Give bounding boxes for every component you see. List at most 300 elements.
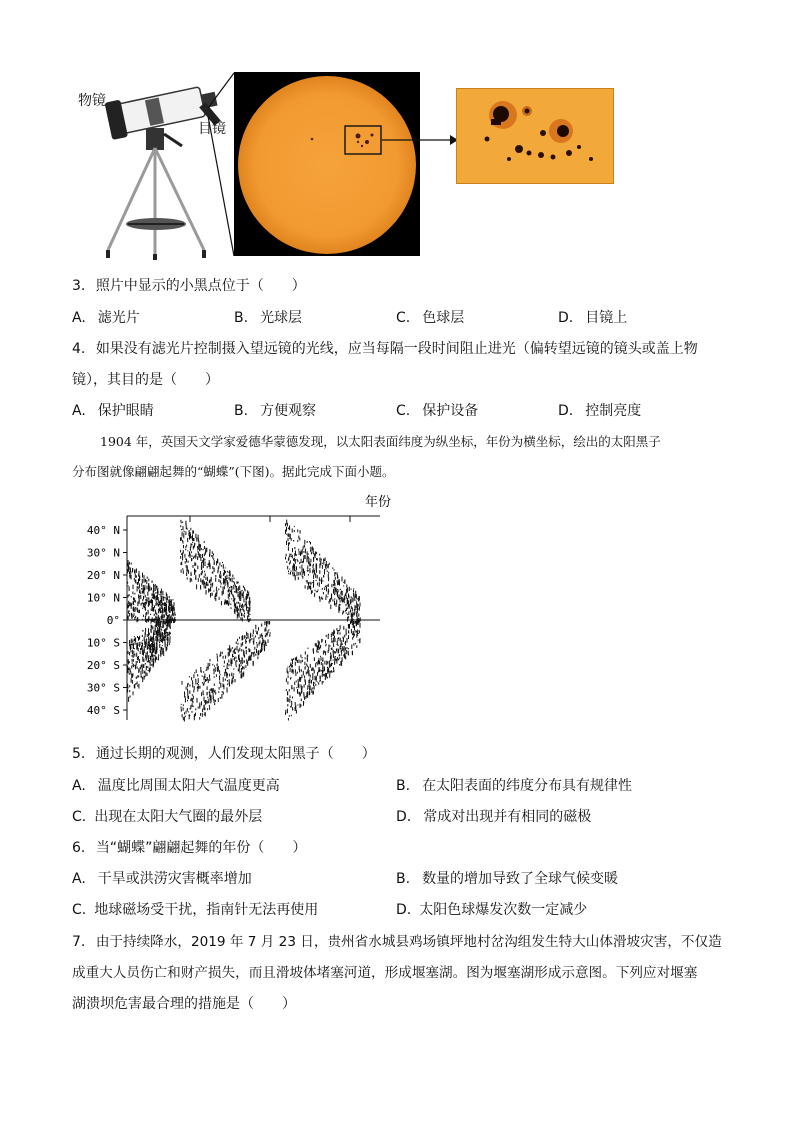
sunspot-mark — [262, 635, 263, 637]
sunspot-mark — [347, 617, 348, 622]
sunspot-mark — [148, 605, 149, 607]
sunspot-mark — [321, 657, 322, 661]
sunspot-mark — [262, 648, 263, 649]
sunspot-mark — [188, 711, 189, 712]
sunspot-mark — [300, 572, 301, 576]
sunspot-mark — [190, 534, 191, 539]
sunspot-mark — [337, 572, 338, 575]
sunspot-mark — [199, 717, 200, 720]
sunspot-mark — [355, 595, 356, 598]
sunspot-mark — [316, 580, 317, 581]
sunspot-mark — [250, 601, 251, 603]
sunspot-mark — [309, 691, 310, 696]
sunspot-mark — [255, 636, 256, 638]
sunspot-mark — [323, 674, 324, 676]
sunspot-mark — [300, 655, 301, 658]
sunspot-mark — [149, 601, 150, 606]
sunspot-mark — [145, 632, 146, 634]
sunspot-mark — [344, 654, 345, 659]
sunspot-mark — [198, 545, 199, 550]
sunspot-mark — [145, 663, 146, 665]
sunspot-mark — [319, 647, 320, 650]
sunspot-mark — [136, 575, 137, 577]
sunspot-mark — [331, 640, 332, 642]
sunspot-mark — [322, 681, 323, 685]
sunspot-mark — [227, 585, 228, 588]
sunspot-mark — [133, 607, 134, 611]
sunspot-mark — [310, 547, 311, 552]
sunspot-mark — [321, 670, 322, 672]
sunspot-mark — [295, 702, 296, 706]
sunspot-mark — [308, 670, 309, 675]
sunspot-mark — [292, 572, 293, 575]
sunspot-mark — [328, 650, 329, 653]
sunspot-mark — [200, 585, 201, 590]
sunspot-mark — [143, 596, 144, 600]
sunspot-mark — [169, 632, 170, 634]
sunspot-mark — [141, 671, 142, 675]
sunspot-mark — [182, 557, 183, 561]
sunspot-mark — [338, 590, 339, 593]
sunspot-mark — [182, 568, 183, 570]
sunspot-mark — [197, 566, 198, 570]
sunspot-mark — [150, 648, 151, 653]
sunspot-mark — [166, 625, 167, 626]
sunspot-mark — [145, 599, 146, 601]
sunspot-mark — [153, 595, 154, 599]
sunspot-mark — [297, 689, 298, 694]
sunspot-mark — [144, 579, 145, 583]
sunspot-mark — [187, 571, 188, 572]
sunspot-mark — [287, 667, 288, 668]
sunspot-mark — [245, 589, 246, 591]
sunspot-mark — [219, 670, 220, 674]
sunspot-mark — [244, 613, 245, 615]
sunspot-mark — [292, 659, 293, 664]
sunspot-mark — [136, 643, 137, 647]
sunspot-mark — [352, 651, 353, 653]
sunspot-mark — [227, 680, 228, 681]
sunspot-mark — [189, 551, 190, 555]
sunspot-mark — [232, 660, 233, 664]
sunspot-mark — [140, 595, 141, 599]
sunspot-mark — [234, 653, 235, 654]
sunspot-mark — [145, 628, 146, 632]
sunspot-mark — [360, 617, 361, 621]
sunspot-mark — [218, 667, 219, 671]
sunspot-mark — [305, 667, 306, 669]
sunspot-mark — [141, 675, 142, 677]
sunspot-mark — [301, 691, 302, 694]
sunspot-mark — [142, 657, 143, 658]
sunspot-mark — [136, 653, 137, 657]
sunspot-mark — [312, 691, 313, 695]
sunspot-mark — [139, 596, 140, 598]
sunspot-mark — [319, 579, 320, 581]
sunspot-mark — [233, 656, 234, 657]
q6-option-c: C. 地球磁场受干扰，指南针无法再使用 — [72, 902, 319, 918]
sunspot-mark — [332, 632, 333, 636]
sunspot-mark — [244, 604, 245, 607]
sunspot-mark — [137, 682, 138, 685]
sunspot-mark — [256, 649, 257, 653]
sunspot-mark — [159, 621, 160, 623]
sunspot-mark — [234, 599, 235, 603]
sunspot-mark — [246, 597, 247, 600]
sunspot-mark — [161, 589, 162, 593]
sunspot-mark — [189, 684, 190, 686]
q6-option-d: D. 太阳色球爆发次数一定减少 — [396, 902, 588, 918]
sunspot-mark — [321, 639, 322, 643]
sunspot-mark — [160, 655, 161, 657]
sunspot-mark — [322, 563, 323, 564]
sunspot-mark — [235, 657, 236, 659]
sunspot-mark — [325, 597, 326, 600]
sunspot-mark — [208, 584, 209, 586]
sunspot-mark — [312, 570, 313, 574]
sunspot-mark — [195, 534, 196, 539]
sunspot-mark — [329, 665, 330, 668]
sunspot-mark — [329, 599, 330, 601]
sunspot-mark — [299, 692, 300, 695]
sunspot-mark — [298, 577, 299, 580]
sunspot-mark — [213, 591, 214, 592]
sunspot-mark — [155, 610, 156, 615]
sunspot-mark — [292, 697, 293, 699]
sunspot-mark — [333, 589, 334, 594]
sunspot-mark — [295, 662, 296, 666]
sunspot-mark — [288, 573, 289, 575]
sunspot-mark — [222, 562, 223, 563]
sunspot-mark — [204, 712, 205, 714]
sunspot-mark — [212, 583, 213, 587]
sunspot-mark — [208, 663, 209, 668]
sunspot-mark — [289, 554, 290, 557]
sunspot-mark — [227, 673, 228, 676]
sunspot-mark — [355, 591, 356, 595]
sunspot-mark — [318, 670, 319, 672]
sunspot-mark — [295, 669, 296, 672]
sunspot-mark — [307, 551, 308, 554]
sunspot-mark — [142, 640, 143, 641]
sunspot-mark — [139, 659, 140, 663]
sunspot-mark — [133, 616, 134, 617]
sunspot-mark — [152, 626, 153, 629]
sunspot-mark — [214, 665, 215, 666]
sunspot-mark — [208, 679, 209, 683]
sunspot-mark — [344, 635, 345, 638]
sunspot-mark — [158, 626, 159, 628]
sunspot-mark — [153, 619, 154, 622]
sunspot-mark — [231, 679, 232, 684]
sunspot-mark — [312, 677, 313, 680]
sunspot-mark — [226, 601, 227, 604]
sunspot-mark — [224, 666, 225, 668]
sunspot-mark — [238, 586, 239, 590]
question-number: 4. — [72, 341, 86, 357]
sunspot-mark — [324, 668, 325, 672]
sunspot-mark — [242, 642, 243, 646]
sunspot-mark — [356, 645, 357, 648]
question-7-stem-line3: 湖溃坝危害最合理的措施是（ ） — [72, 996, 296, 1012]
sunspot-mark — [306, 672, 307, 675]
sunspot-mark — [229, 577, 230, 580]
sunspot-mark — [289, 526, 290, 530]
sunspot-mark — [333, 667, 334, 669]
sunspot-mark — [250, 634, 251, 638]
sunspot-mark — [310, 585, 311, 589]
sunspot-mark — [146, 613, 147, 616]
sunspot-mark — [198, 678, 199, 683]
sunspot-mark — [140, 667, 141, 669]
sunspot-mark — [150, 614, 151, 615]
sunspot-mark — [313, 668, 314, 671]
sunspot-mark — [233, 650, 234, 652]
sunspot-mark — [188, 570, 189, 572]
sunspot-mark — [307, 554, 308, 558]
sunspot-mark — [295, 673, 296, 676]
sunspot-mark — [308, 558, 309, 560]
sunspot-mark — [234, 582, 235, 585]
sunspot-mark — [223, 677, 224, 682]
sunspot-mark — [308, 574, 309, 576]
sunspot-mark — [289, 715, 290, 717]
sunspot-mark — [239, 637, 240, 639]
sunspot-mark — [229, 653, 230, 655]
sunspot-mark — [189, 676, 190, 677]
sunspot-mark — [146, 601, 147, 602]
sunspot-mark — [206, 548, 207, 552]
sunspot-mark — [314, 670, 315, 674]
sunspot-mark — [204, 553, 205, 556]
sunspot-mark — [158, 609, 159, 610]
sunspot-mark — [289, 536, 290, 539]
sunspot-mark — [332, 567, 333, 569]
sunspot-mark — [163, 648, 164, 652]
sunspot-mark — [346, 633, 347, 636]
sunspot-mark — [158, 654, 159, 656]
sunspot-mark — [204, 674, 205, 679]
sunspot-mark — [219, 597, 220, 600]
sunspot-mark — [243, 586, 244, 588]
sunspot-mark — [224, 570, 225, 572]
sunspot-mark — [297, 672, 298, 674]
sunspot-mark — [240, 671, 241, 674]
sunspot-mark — [137, 657, 138, 661]
sunspot-mark — [294, 530, 295, 532]
sunspot-mark — [328, 671, 329, 674]
sunspot-mark — [326, 661, 327, 665]
sunspot-mark — [140, 651, 141, 654]
sunspot-mark — [132, 680, 133, 684]
sunspot-mark — [359, 639, 360, 643]
sunspot-mark — [131, 639, 132, 644]
sunspot-mark — [150, 644, 151, 648]
sunspot-mark — [323, 575, 324, 578]
sunspot-mark — [215, 700, 216, 702]
sunspot-mark — [234, 649, 235, 650]
sunspot-mark — [296, 687, 297, 688]
sunspot-mark — [240, 600, 241, 601]
sunspot-mark — [294, 547, 295, 549]
sunspot-mark — [322, 660, 323, 661]
sunspot-mark — [340, 632, 341, 634]
sunspot-mark — [185, 531, 186, 535]
sunspot-mark — [287, 692, 288, 696]
sunspot-mark — [225, 655, 226, 658]
sunspot-mark — [226, 575, 227, 579]
sunspot-mark — [235, 661, 236, 666]
sunspot-mark — [296, 657, 297, 660]
sunspot-mark — [334, 651, 335, 653]
sunspot-mark — [254, 647, 255, 650]
sunspot-mark — [145, 579, 146, 583]
sunspot-mark — [238, 582, 239, 584]
sunspot-mark — [181, 553, 182, 555]
sunspot-mark — [353, 613, 354, 614]
sunspot-mark — [298, 681, 299, 685]
sunspot-mark — [238, 643, 239, 645]
sunspot-mark — [246, 601, 247, 606]
q6-option-a: A. 干旱或洪涝灾害概率增加 — [72, 871, 252, 887]
sunspot-mark — [348, 648, 349, 649]
sunspot-mark — [202, 713, 203, 717]
sunspot-mark — [230, 571, 231, 574]
sunspot-mark — [356, 634, 357, 638]
sunspot-mark — [156, 603, 157, 606]
sunspot-mark — [262, 642, 263, 647]
sunspot-mark — [246, 595, 247, 596]
sunspot-mark — [201, 571, 202, 574]
sunspot-mark — [340, 639, 341, 642]
sunspot-mark — [299, 551, 300, 555]
sunspot-mark — [209, 678, 210, 681]
sunspot-mark — [301, 559, 302, 563]
sunspot-mark — [320, 676, 321, 679]
sunspot-mark — [351, 606, 352, 609]
sunspot-mark — [138, 595, 139, 599]
sunspot-mark — [153, 584, 154, 589]
y-tick-label: 40° N — [86, 524, 120, 537]
sunspot-mark — [218, 698, 219, 702]
sunspot-mark — [347, 647, 348, 649]
sunspot-mark — [289, 666, 290, 668]
sunspot-mark — [239, 585, 240, 590]
sunspot-mark — [171, 605, 172, 609]
sunspot-mark — [157, 596, 158, 598]
sunspot-mark — [156, 642, 157, 646]
sunspot-mark — [353, 636, 354, 638]
sunspot-mark — [182, 714, 183, 717]
sunspot-mark — [289, 569, 290, 570]
sunspot-mark — [133, 659, 134, 662]
sunspot-mark — [334, 569, 335, 570]
sunspot-mark — [287, 709, 288, 714]
sunspot-mark — [331, 634, 332, 638]
sunspot-mark — [310, 564, 311, 567]
sunspot-mark — [327, 596, 328, 597]
sunspot-mark — [157, 595, 158, 596]
sunspot-mark — [223, 578, 224, 583]
sunspot-mark — [144, 671, 145, 673]
sunspot-mark — [207, 692, 208, 695]
sunspot-mark — [309, 541, 310, 542]
sunspot-mark — [213, 699, 214, 701]
sunspot-mark — [153, 648, 154, 650]
sunspot-mark — [192, 711, 193, 713]
sunspot-mark — [153, 655, 154, 656]
sunspot-mark — [145, 595, 146, 598]
arrow-icon — [380, 130, 460, 150]
sunspot-mark — [185, 558, 186, 560]
sunspot-mark — [258, 650, 259, 655]
sunspot-mark — [347, 608, 348, 610]
sunspot-mark — [300, 660, 301, 663]
sunspot-mark — [134, 570, 135, 573]
sunspot-mark — [288, 543, 289, 547]
sunspot-mark — [335, 638, 336, 642]
sunspot-mark — [156, 613, 157, 616]
sunspot-mark — [331, 584, 332, 587]
sunspot-mark — [355, 630, 356, 633]
sunspot-mark — [336, 651, 337, 653]
sunspot-mark — [250, 604, 251, 605]
sunspot-mark — [164, 615, 165, 618]
sunspot-mark — [287, 697, 288, 702]
sunspot-mark — [352, 598, 353, 603]
sunspot-mark — [307, 570, 308, 572]
sunspot-mark — [239, 648, 240, 652]
sunspot-mark — [353, 643, 354, 646]
sunspot-mark — [301, 565, 302, 569]
sunspot-mark — [220, 586, 221, 588]
sunspot-mark — [224, 602, 225, 605]
sunspot-mark — [212, 555, 213, 559]
sunspot-mark — [149, 660, 150, 663]
sunspot-mark — [238, 649, 239, 652]
sunspot-mark — [236, 660, 237, 662]
sunspot-mark — [225, 670, 226, 674]
sunspot-mark — [214, 568, 215, 572]
q5-option-c: C. 出现在太阳大气圈的最外层 — [72, 809, 263, 825]
sunspot-mark — [344, 580, 345, 583]
sunspot-mark — [297, 529, 298, 532]
sunspot-mark — [239, 613, 240, 618]
sunspot-mark — [341, 597, 342, 601]
sunspot-mark — [240, 593, 241, 595]
sunspot-mark — [314, 593, 315, 597]
sunspot-mark — [304, 684, 305, 687]
sunspot-mark — [286, 689, 287, 691]
sunspot-mark — [297, 540, 298, 542]
sunspot-mark — [202, 682, 203, 683]
sunspot-mark — [334, 662, 335, 665]
sunspot-mark — [334, 587, 335, 588]
sunspot-mark — [226, 578, 227, 581]
sunspot-mark — [313, 565, 314, 568]
sunspot-mark — [129, 667, 130, 670]
sunspot-mark — [142, 579, 143, 584]
q3-option-a: A. 滤光片 — [72, 310, 140, 326]
sunspot-mark — [169, 639, 170, 643]
sunspot-mark — [168, 632, 169, 636]
y-tick-label: 0° — [106, 614, 120, 627]
sunspot-mark — [235, 605, 236, 609]
sunspot-mark — [163, 633, 164, 634]
sunspot-mark — [217, 667, 218, 672]
sunspot-mark — [341, 651, 342, 654]
sunspot-mark — [307, 541, 308, 543]
